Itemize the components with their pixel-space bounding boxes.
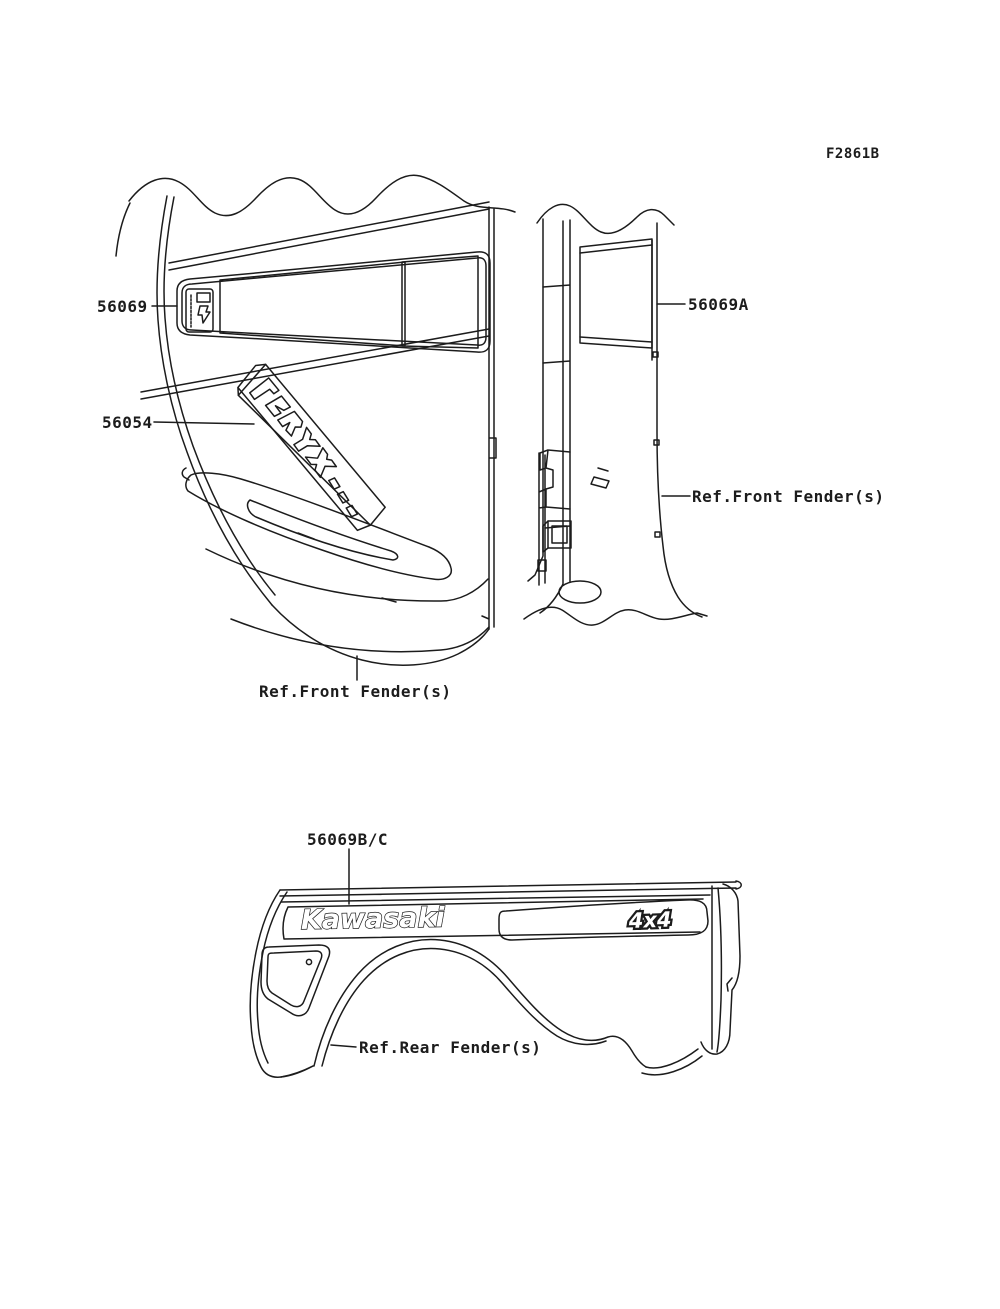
- box-inner: [552, 526, 567, 543]
- warning-decal-icon-box: [197, 293, 210, 302]
- taillight-recess-inner: [267, 951, 322, 1007]
- logo-decal: [228, 360, 395, 534]
- fender-bottom-edge: [272, 605, 489, 665]
- leader-ref-rear: [331, 1045, 356, 1047]
- lower-box-detail: [543, 521, 571, 552]
- ref-label-rear-fender: Ref.Rear Fender(s): [359, 1038, 542, 1057]
- torn-top-edge: [537, 204, 674, 233]
- bolt-hole: [559, 581, 601, 603]
- logo-decal-letters: [245, 376, 344, 479]
- side-decal-frame-lines: [580, 245, 652, 342]
- grille-band-inner-outline: [182, 258, 486, 345]
- torn-bottom-edge: [524, 607, 707, 625]
- panel-back-edge: [528, 219, 543, 581]
- logo-decal-side: [228, 360, 395, 534]
- panel-front-edge: [652, 223, 702, 617]
- surface-detail-marks: [182, 468, 396, 602]
- logo-decal-face: [236, 364, 395, 530]
- callout-56054: 56054: [102, 413, 153, 432]
- fender-left-edge: [157, 196, 275, 605]
- callout-56069: 56069: [97, 297, 148, 316]
- side-decal-outline: [580, 239, 652, 348]
- warning-decal-icon-arrow: [198, 306, 210, 323]
- body-crease: [231, 619, 489, 652]
- leader-lines: [152, 304, 690, 1047]
- badge-4x4-text: 4x4: [628, 907, 672, 933]
- taillight-recess-hole: [306, 959, 311, 964]
- ref-label-front-fender-front: Ref.Front Fender(s): [259, 682, 452, 701]
- grille-hatch-links: [402, 256, 478, 348]
- leader-56054: [154, 422, 254, 424]
- kawasaki-decal-text: Kawasaki: [300, 902, 445, 936]
- fender-right-edge: [482, 207, 496, 629]
- callout-56069BC: 56069B/C: [307, 830, 389, 849]
- figure-code: F2861B: [826, 146, 880, 162]
- ref-label-front-fender-side: Ref.Front Fender(s): [692, 487, 885, 506]
- upper-crease-lines: [169, 202, 489, 270]
- warning-decal: [186, 289, 213, 332]
- angle-mark: [591, 468, 609, 488]
- front-fender-front-view: [116, 175, 515, 665]
- taillight-recess-outline: [261, 945, 330, 1016]
- front-fender-side-view: [524, 204, 707, 625]
- callout-56069A: 56069A: [688, 295, 749, 314]
